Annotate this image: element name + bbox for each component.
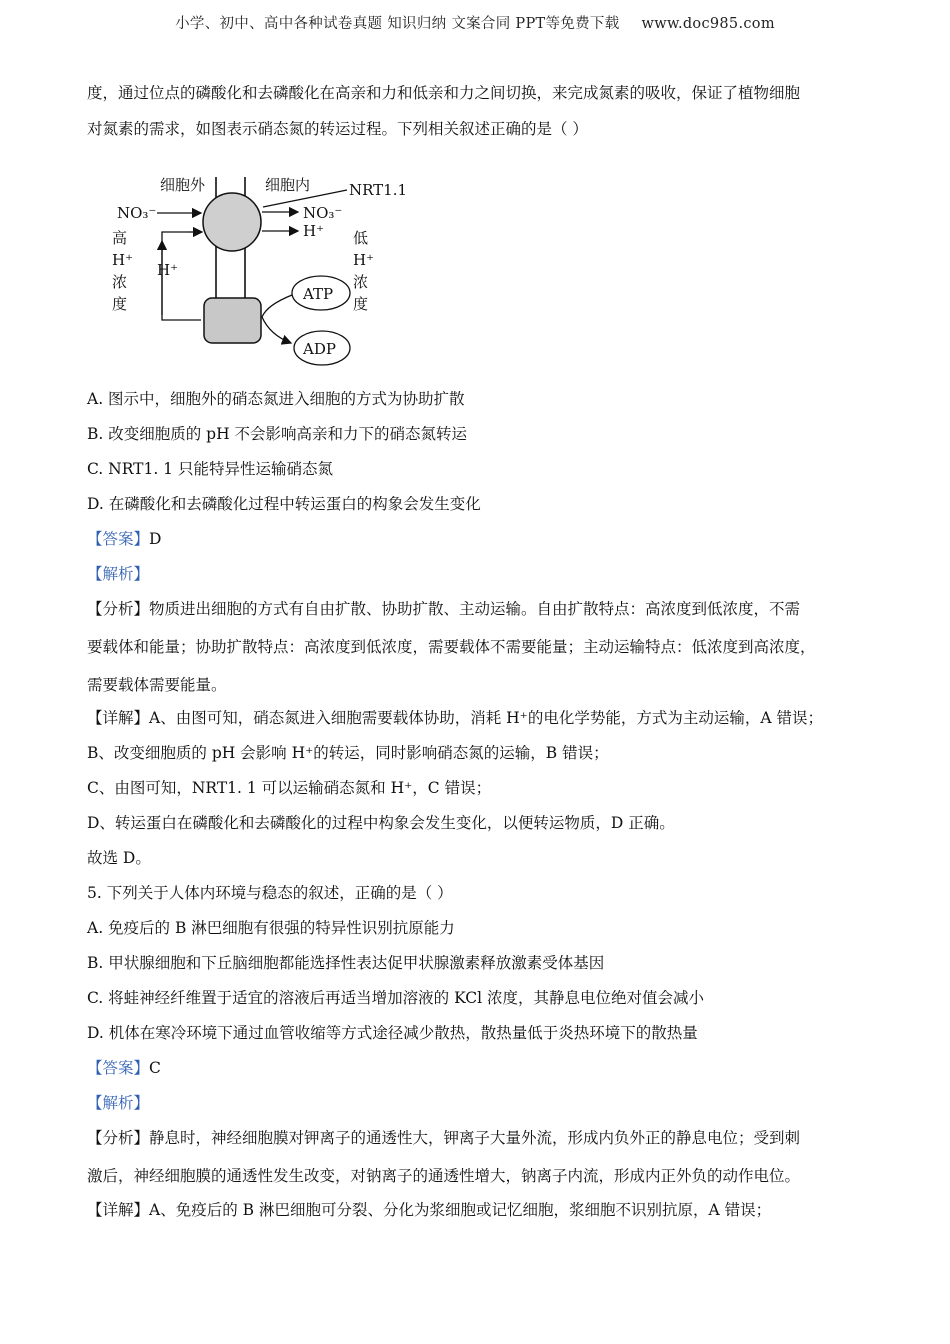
- atp-label: ATP: [303, 285, 334, 303]
- q5-analysis-tag: 【解析】: [87, 1094, 150, 1112]
- q5-fenxi-line-1: [87, 1128, 800, 1148]
- q4-analysis-tag: 【解析】: [87, 565, 150, 583]
- q5-stem: 5. 下列关于人体内环境与稳态的叙述，正确的是（ ）: [87, 884, 453, 902]
- page-header: [0, 12, 950, 33]
- q5-option-b: B. 甲状腺细胞和下丘脑细胞都能选择性表达促甲状腺激素释放激素受体基因: [87, 954, 605, 972]
- q4-answer: D: [149, 530, 162, 548]
- q4-detail-line-2: B、改变细胞质的 pH 会影响 H⁺的转运，同时影响硝态氮的运输，B 错误；: [87, 744, 609, 762]
- detail-tag: 【详解】: [87, 709, 150, 727]
- nrt1-1-transporter-circle: [203, 193, 261, 251]
- nrt-label: NRT1.1: [349, 181, 408, 199]
- q5-option-a: A. 免疫后的 B 淋巴细胞有很强的特异性识别抗原能力: [87, 919, 455, 937]
- q5-option-d: D. 机体在寒冷环境下通过血管收缩等方式途径减少散热，散热量低于炎热环境下的散热量: [87, 1024, 698, 1042]
- fenxi-tag: 【分析】: [87, 1129, 150, 1147]
- intro-line-2: 对氮素的需求，如图表示硝态氮的转运过程。下列相关叙述正确的是（ ）: [87, 120, 588, 138]
- high-conc-1: 高: [112, 229, 128, 247]
- h-outside-label: H⁺: [157, 261, 178, 279]
- proton-pump-box: [204, 298, 261, 343]
- high-conc-2: H⁺: [112, 251, 133, 269]
- q4-fenxi-line-2: 要载体和能量；协助扩散特点：高浓度到低浓度，需要载体不需要能量；主动运输特点：低浓度到高浓度，: [87, 638, 816, 656]
- header-text: 小学、初中、高中各种试卷真题 知识归纳 文案合同 PPT等免费下载: [175, 16, 620, 32]
- adp-label: ADP: [303, 340, 336, 358]
- q4-fenxi-line-3: 需要载体需要能量。: [87, 676, 227, 694]
- nitrate-transport-diagram: [105, 165, 435, 370]
- q4-detail-line-5: 故选 D。: [87, 849, 151, 867]
- atp-curve: [262, 295, 292, 317]
- low-conc-1: 低: [353, 229, 369, 247]
- q4-option-d: D. 在磷酸化和去磷酸化过程中转运蛋白的构象会发生变化: [87, 495, 481, 513]
- q4-option-a: A. 图示中，细胞外的硝态氮进入细胞的方式为协助扩散: [87, 390, 465, 408]
- no3-outside-label: NO₃⁻: [117, 204, 157, 222]
- high-conc-4: 度: [112, 295, 128, 313]
- detail-text: A、由图可知，硝态氮进入细胞需要载体协助，消耗 H⁺的电化学势能，方式为主动运输，A 错误；: [149, 709, 823, 727]
- header-url[interactable]: www.doc985.com: [641, 16, 775, 32]
- answer-tag: 【答案】: [87, 1059, 150, 1077]
- answer-tag: 【答案】: [87, 530, 150, 548]
- q5-fenxi-line-2: 激后，神经细胞膜的通透性发生改变，对钠离子的通透性增大，钠离子内流，形成内正外负的动作电位。: [87, 1167, 801, 1185]
- inside-label: 细胞内: [265, 176, 311, 194]
- q4-detail-line-3: C、由图可知，NRT1. 1 可以运输硝态氮和 H⁺，C 错误；: [87, 779, 492, 797]
- q5-answer: C: [149, 1059, 161, 1077]
- adp-curve-arrow: [262, 317, 291, 343]
- low-conc-4: 度: [353, 295, 369, 313]
- detail-tag: 【详解】: [87, 1201, 150, 1219]
- q4-option-c: C. NRT1. 1 只能特异性运输硝态氮: [87, 460, 333, 478]
- detail-text: A、免疫后的 B 淋巴细胞可分裂、分化为浆细胞或记忆细胞，浆细胞不识别抗原，A 错误；: [149, 1201, 772, 1219]
- q4-option-b: B. 改变细胞质的 pH 不会影响高亲和力下的硝态氮转运: [87, 425, 468, 443]
- low-conc-2: H⁺: [353, 251, 374, 269]
- low-conc-3: 浓: [353, 273, 369, 291]
- intro-line-1: 度，通过位点的磷酸化和去磷酸化在高亲和力和低亲和力之间切换，来完成氮素的吸收，保证了植物细胞: [87, 84, 801, 102]
- fenxi-text: 静息时，神经细胞膜对钾离子的通透性大，钾离子大量外流，形成内负外正的静息电位；受到刺: [149, 1129, 801, 1147]
- q4-fenxi-line-1: [87, 599, 800, 619]
- q5-detail-line-1: [87, 1200, 771, 1220]
- q4-detail-line-1: [87, 708, 823, 728]
- fenxi-tag: 【分析】: [87, 600, 150, 618]
- high-conc-3: 浓: [112, 273, 128, 291]
- q4-answer-line: [87, 529, 161, 549]
- q4-detail-line-4: D、转运蛋白在磷酸化和去磷酸化的过程中构象会发生变化，以便转运物质，D 正确。: [87, 814, 675, 832]
- fenxi-text: 物质进出细胞的方式有自由扩散、协助扩散、主动运输。自由扩散特点：高浓度到低浓度，不需: [149, 600, 801, 618]
- outside-label: 细胞外: [160, 176, 206, 194]
- q5-option-c: C. 将蛙神经纤维置于适宜的溶液后再适当增加溶液的 KCl 浓度，其静息电位绝对值会减小: [87, 989, 704, 1007]
- q5-answer-line: [87, 1058, 161, 1078]
- no3-inside-label: NO₃⁻: [303, 204, 343, 222]
- h-inside-label: H⁺: [303, 222, 324, 240]
